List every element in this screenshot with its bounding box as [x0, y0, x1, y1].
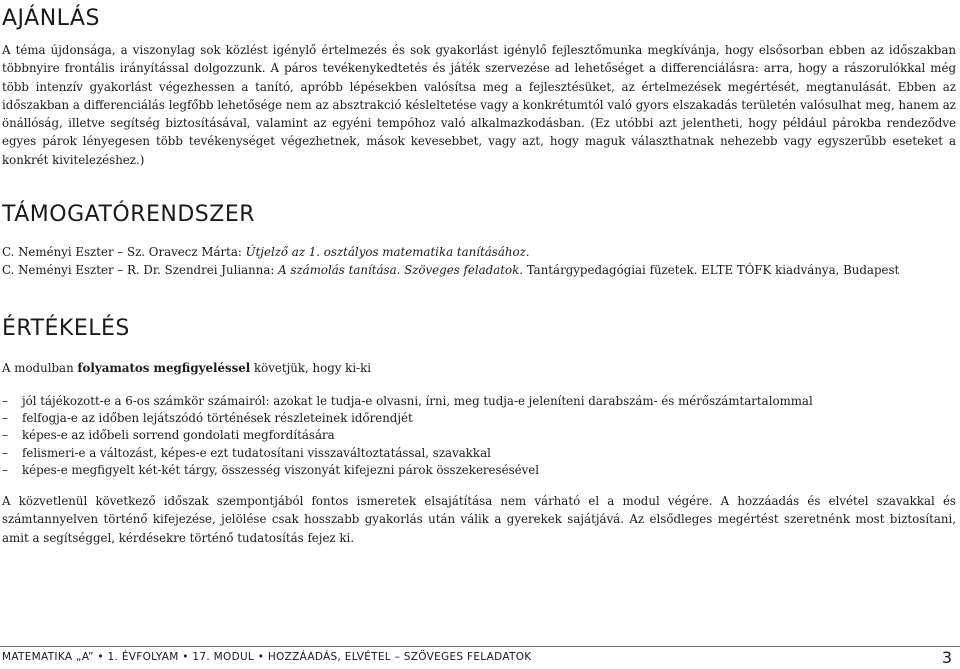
reference-2-authors: C. Neményi Eszter – R. Dr. Szendrei Julianna:	[2, 263, 279, 277]
dash-bullet-icon: –	[2, 394, 8, 408]
evaluation-criteria-list	[2, 393, 813, 479]
intro-text-after: követjük, hogy ki-ki	[250, 361, 372, 375]
dash-bullet-icon: –	[2, 462, 8, 477]
reference-1-authors: C. Neményi Eszter – Sz. Oravecz Márta:	[2, 245, 246, 259]
reference-1-title: Útjelző az 1. osztályos matematika tanításához.	[245, 245, 530, 259]
list-item	[2, 445, 813, 462]
list-item-text: képes-e az időbeli sorrend gondolati megfordítására	[22, 428, 335, 443]
list-item	[2, 427, 813, 444]
reference-2-publisher: Tantárgypedagógiai füzetek. ELTE TÓFK kiadványa, Budapest	[522, 263, 900, 277]
section-heading-ertekeles: ÉRTÉKELÉS	[2, 316, 130, 341]
reference-2	[2, 262, 899, 278]
intro-emphasis: folyamatos megfigyeléssel	[77, 361, 251, 375]
footer-divider	[0, 646, 960, 647]
footer-running-title: MATEMATIKA „A” • 1. ÉVFOLYAM • 17. MODUL • HOZZÁADÁS, ELVÉTEL – SZÖVEGES FELADATOK	[2, 651, 532, 663]
dash-bullet-icon: –	[2, 445, 8, 460]
list-item-text: képes-e megfigyelt két-két tárgy, összesség viszonyát kifejezni párok összekeresésével	[22, 462, 540, 477]
page-number: 3	[941, 648, 952, 667]
list-item-text: felismeri-e a változást, képes-e ezt tudatosítani visszaváltoztatással, szavakkal	[22, 445, 491, 460]
reference-1	[2, 244, 530, 260]
list-item	[2, 393, 813, 410]
dash-bullet-icon: –	[2, 411, 8, 426]
ertekeles-closing-paragraph: A közvetlenül következő időszak szempontjából fontos ismeretek elsajátítása nem várható el a modul végére. A hozzáadás és elvétel szavakkal és számtannyelven történő kifejezése, jelölése csak hosszabb gyakorlás után válik a gyerekek sajátjává. Az elsődleges megértést szeretnénk most biztosítani, amit a segítséggel, kérdésekre történő tudatosítás fejez ki.	[2, 494, 956, 545]
ajanlas-paragraph: A téma újdonsága, a viszonylag sok közlést igénylő értelmezés és sok gyakorlást igénylő fejlesztőmunka megkívánja, hogy elsősorban ebben az időszakban többnyire frontális irányítással dolgozzunk. A páros tevékenykedtetés és játék szervezése ad lehetőséget a differenciálásra: arra, hogy a rászorulókkal még több intenzív gyakorlást végezhessen a tanító, apróbb lépésekben valósítsa meg a fejlesztésüket, az értelmezések megértését, megtanulását. Ebben az időszakban a differenciálás legfőbb lehetősége nem az absztrakció késleltetése vagy a konkrétumtól való gyors elszakadás területén valósulhat meg, hanem az önállóság, illetve segítség biztosításával, valamint az egyéni tempóhoz való alkalmazkodásban. (Ez utóbbi azt jelentheti, hogy például párokba rendeződve egyes párok lényegesen több tevékenységet végezhetnek, mások kevesebbet, vagy azt, hogy maguk választhatnak nehezebb vagy egyszerűbb eseteket a konkrét kivitelezéshez.)	[2, 43, 956, 167]
intro-text-before: A modulban	[2, 361, 78, 375]
list-item-text: felfogja-e az időben lejátszódó történések részleteinek időrendjét	[22, 411, 413, 426]
ertekeles-intro	[2, 360, 371, 376]
section-heading-tamogatorendszer: TÁMOGATÓRENDSZER	[2, 202, 256, 227]
section-heading-ajanlas: AJÁNLÁS	[2, 6, 100, 31]
reference-2-title: A számolás tanítása. Szöveges feladatok.	[278, 263, 523, 277]
dash-bullet-icon: –	[2, 428, 8, 443]
list-item-text: jól tájékozott-e a 6-os számkör számairól: azokat le tudja-e olvasni, írni, meg tudja-e jeleníteni darabszám- és mérőszámtartalommal	[22, 394, 813, 408]
list-item	[2, 462, 813, 479]
list-item	[2, 410, 813, 427]
